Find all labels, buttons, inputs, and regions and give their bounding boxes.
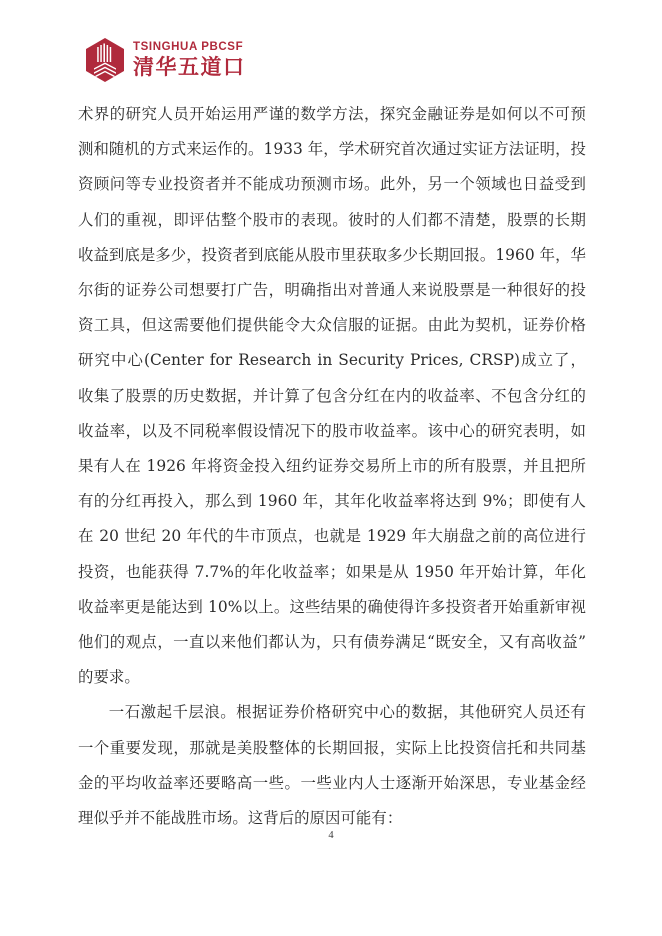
paragraph: 术界的研究人员开始运用严谨的数学方法，探究金融证券是如何以不可预测和随机的方式来运作的。1933 年，学术研究首次通过实证方法证明，投资顾问等专业投资者并不能成功预测市场。此外，另一个领域也日益受到人们的重视，即评估整个股市的表现。彼时的人们都不清楚，股票的长期收益到底是多少，投资者到底能从股市里获取多少长期回报。1960 年，华尔街的证券公司想要打广告，明确指出对普通人来说股票是一种很好的投资工具，但这需要他们提供能令大众信服的证据。由此为契机，证券价格研究中心(Center for Research in Security Prices, CRSP)成立了，收集了股票的历史数据，并计算了包含分红在内的收益率、不包含分红的收益率，以及不同税率假设情况下的股市收益率。该中心的研究表明，如果有人在 1926 年将资金投入纽约证券交易所上市的所有股票，并且把所有的分红再投入，那么到 1960 年，其年化收益率将达到 9%；即使有人在 20 世纪 20 年代的牛市顶点，也就是 1929 年大崩盘之前的高位进行投资，也能获得 7.7%的年化收益率；如果是从 1950 年开始计算，年化收益率更是能达到 10%以上。这些结果的确使得许多投资者开始重新审视他们的观点，一直以来他们都认为，只有债券满足“既安全，又有高收益”的要求。 xyxy=(78,105,586,687)
paragraph: 一石激起千层浪。根据证券价格研究中心的数据，其他研究人员还有一个重要发现，那就是美股整体的长期回报，实际上比投资信托和共同基金的平均收益率还要略高一些。一些业内人士逐渐开始深思，专业基金经理似乎并不能战胜市场。这背后的原因可能有： xyxy=(78,703,586,828)
logo-english-name: TSINGHUA PBCSF xyxy=(133,41,244,54)
letterhead xyxy=(86,38,246,82)
body-text xyxy=(78,97,586,836)
page-number: 4 xyxy=(328,830,334,841)
tsinghua-pbcsf-hexagon-logo-icon xyxy=(86,38,124,82)
logo-wordmark xyxy=(133,42,246,78)
logo-chinese-name: 清华五道口 xyxy=(133,54,246,79)
